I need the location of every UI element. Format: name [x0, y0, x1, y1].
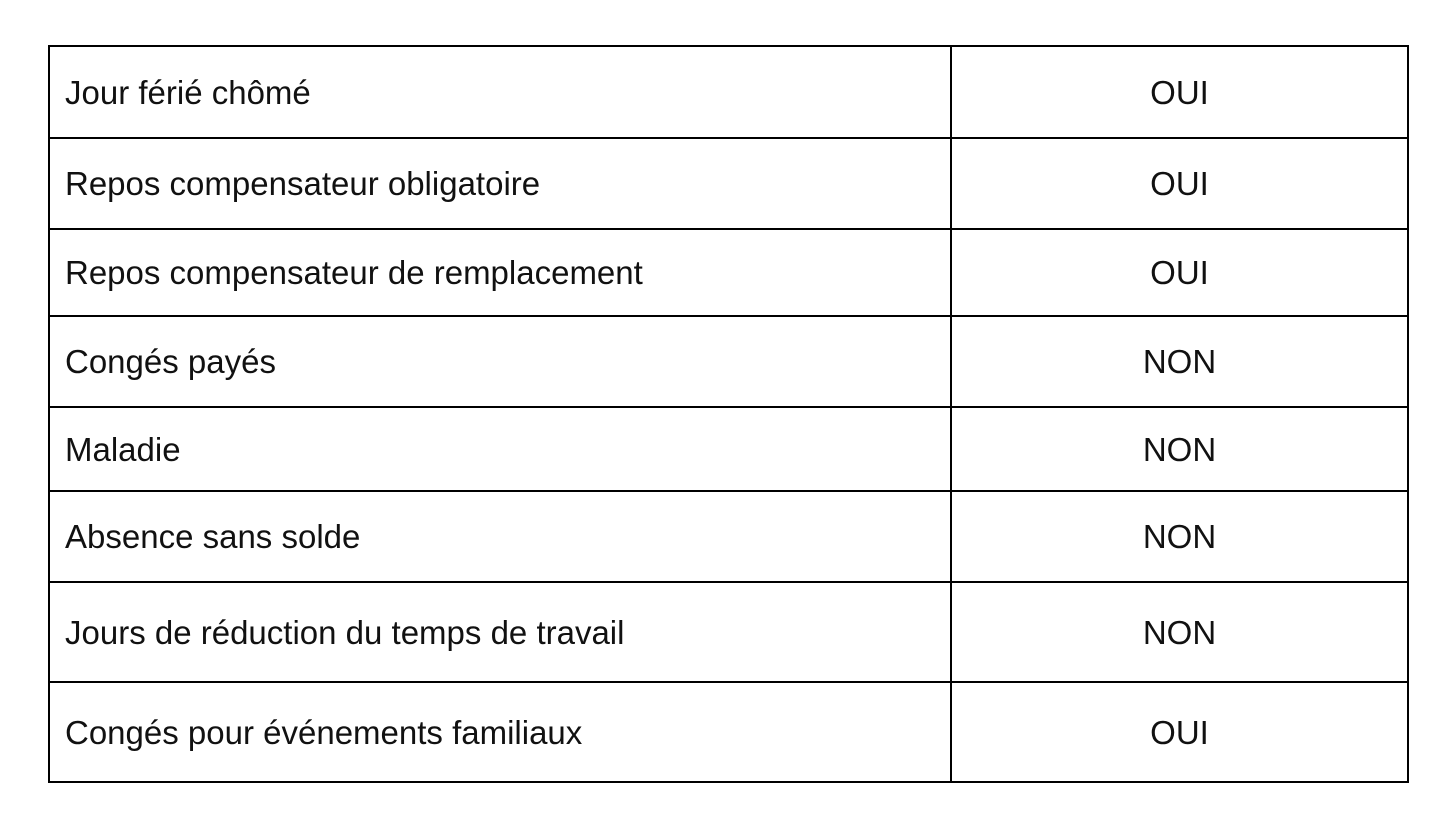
row-label: Absence sans solde: [49, 491, 951, 582]
row-value: OUI: [951, 46, 1408, 138]
table-row: [49, 582, 1408, 682]
table-row: [49, 407, 1408, 491]
table-row: [49, 138, 1408, 229]
row-value: NON: [951, 582, 1408, 682]
row-value: OUI: [951, 682, 1408, 782]
absence-table: [48, 45, 1409, 783]
row-value: NON: [951, 316, 1408, 407]
table-row: [49, 46, 1408, 138]
row-value: NON: [951, 407, 1408, 491]
table-row: [49, 316, 1408, 407]
row-label: Repos compensateur de remplacement: [49, 229, 951, 316]
row-value: OUI: [951, 229, 1408, 316]
row-value: NON: [951, 491, 1408, 582]
row-label: Congés payés: [49, 316, 951, 407]
row-label: Congés pour événements familiaux: [49, 682, 951, 782]
row-label: Repos compensateur obligatoire: [49, 138, 951, 229]
table-row: [49, 229, 1408, 316]
row-label: Jours de réduction du temps de travail: [49, 582, 951, 682]
table-row: [49, 682, 1408, 782]
table-row: [49, 491, 1408, 582]
row-label: Maladie: [49, 407, 951, 491]
row-label: Jour férié chômé: [49, 46, 951, 138]
row-value: OUI: [951, 138, 1408, 229]
